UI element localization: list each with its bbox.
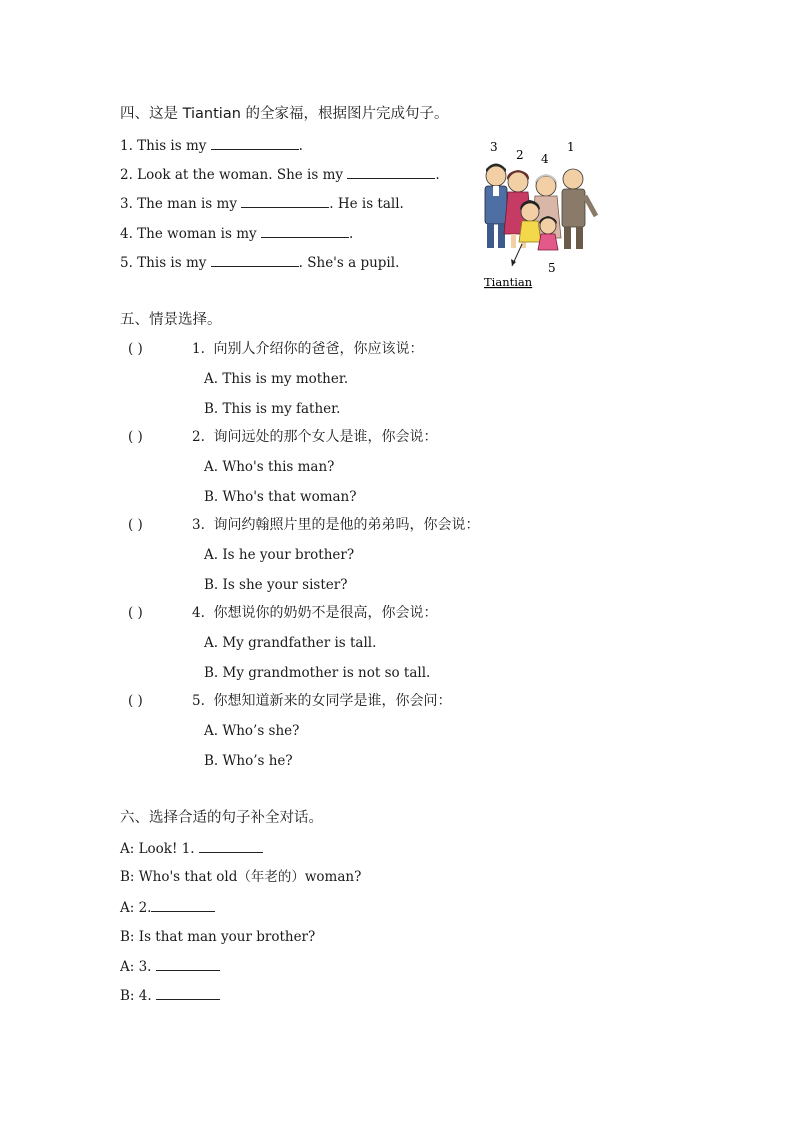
answer-paren[interactable]: ( ) [128,605,143,621]
answer-paren[interactable]: ( ) [128,517,143,533]
answer-paren[interactable]: ( ) [128,429,143,445]
s6-line-5: A: 3. [120,957,220,976]
s5-q3-option-a[interactable]: A. Is he your brother? [204,547,355,563]
figure-number-5: 5 [548,261,556,275]
family-picture [478,138,608,293]
s6-line-4: B: Is that man your brother? [120,929,316,945]
s5-q2-option-b[interactable]: B. Who's that woman? [204,489,357,505]
family-illustration [478,138,608,293]
answer-paren[interactable]: ( ) [128,693,143,709]
s4-item-3: 3. The man is my . He is tall. [120,196,404,212]
s5-question-1: ( ) 1. 向别人介绍你的爸爸，你应该说： [128,341,424,357]
s4-item-2: 2. Look at the woman. She is my . [120,167,440,183]
s5-q5-option-a[interactable]: A. Who’s she? [204,723,300,739]
s5-question-5: ( ) 5. 你想知道新来的女同学是谁，你会问： [128,693,452,709]
tiantian-figure [519,200,541,242]
s5-q1-option-b[interactable]: B. This is my father. [204,401,341,417]
s5-q3-option-b[interactable]: B. Is she your sister? [204,577,348,593]
s5-q4-option-b[interactable]: B. My grandmother is not so tall. [204,665,431,681]
s5-q2-option-a[interactable]: A. Who's this man? [204,459,335,475]
s6-line-1: A: Look! 1. [120,839,263,858]
s5-question-3: ( ) 3. 询问约翰照片里的是他的弟弟吗，你会说： [128,517,480,533]
figure-number-1: 1 [567,140,575,154]
answer-blank[interactable] [211,136,299,150]
s6-line-6: B: 4. [120,986,220,1005]
s5-question-4: ( ) 4. 你想说你的奶奶不是很高，你会说： [128,605,438,621]
answer-blank[interactable] [199,839,263,853]
s4-item-4: 4. The woman is my . [120,226,354,242]
section5-heading: 五、情景选择。 [120,312,222,328]
answer-paren[interactable]: ( ) [128,341,143,357]
answer-blank[interactable] [151,898,215,912]
figure-number-2: 2 [516,148,524,162]
s5-q1-option-a[interactable]: A. This is my mother. [204,371,349,387]
section4-heading: 四、这是 Tiantian 的全家福，根据图片完成句子。 [120,106,449,122]
grandfather-figure [562,169,596,249]
s5-q4-option-a[interactable]: A. My grandfather is tall. [204,635,377,651]
s4-item-5: 5. This is my . She's a pupil. [120,255,400,271]
figure-number-3: 3 [490,140,498,154]
s6-line-2: B: Who's that old（年老的）woman? [120,869,362,885]
answer-blank[interactable] [156,986,220,1000]
s5-q5-option-b[interactable]: B. Who’s he? [204,753,293,769]
s5-question-2: ( ) 2. 询问远处的那个女人是谁，你会说： [128,429,438,445]
s6-line-3: A: 2. [120,898,215,917]
s4-item-1: 1. This is my . [120,138,303,154]
answer-blank[interactable] [261,224,349,238]
answer-blank[interactable] [156,957,220,971]
answer-blank[interactable] [241,194,329,208]
father-figure [485,164,507,249]
section6-heading: 六、选择合适的句子补全对话。 [120,810,323,826]
answer-blank[interactable] [211,253,299,267]
figure-caption: Tiantian [484,275,533,289]
answer-blank[interactable] [347,165,435,179]
figure-number-4: 4 [541,152,549,166]
